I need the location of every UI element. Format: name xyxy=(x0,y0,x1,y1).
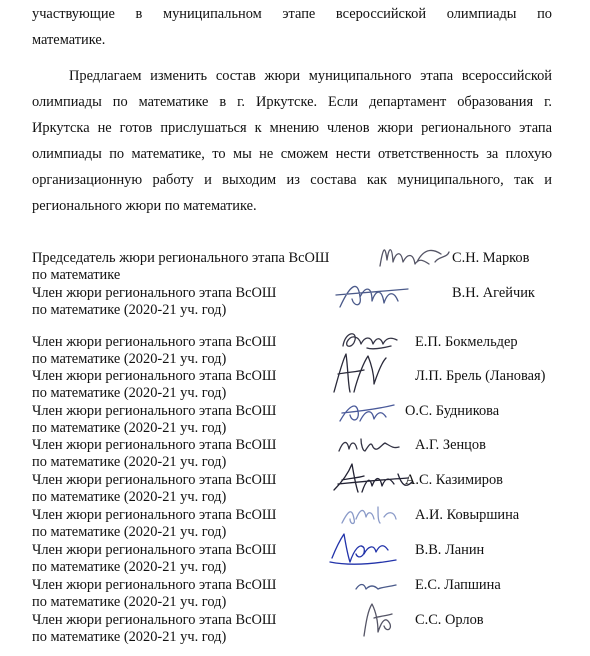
signatory-row xyxy=(32,507,572,541)
signatory-name: Е.С. Лапшина xyxy=(415,577,501,593)
signatory-row xyxy=(32,437,572,471)
signatory-role: Член жюри регионального этапа ВсОШ по математике (2020-21 уч. год) xyxy=(32,334,277,367)
paragraph-1-line-1: участвующие в муниципальном этапе всероссийской олимпиады по xyxy=(32,6,552,22)
signature-stroke xyxy=(340,405,394,421)
signatory-row xyxy=(32,542,572,576)
signatory-row xyxy=(32,403,572,437)
signatory-name: В.Н. Агейчик xyxy=(452,285,535,301)
paragraph-2-line-1: Предлагаем изменить состав жюри муниципального этапа всероссийской xyxy=(69,68,552,84)
signatory-name: А.И. Ковыршина xyxy=(415,507,520,523)
signatory-row xyxy=(32,285,572,319)
paragraph-2-line-4: олимпиады по математике, то мы не сможем нести ответственность за плохую xyxy=(32,146,552,162)
signature-stroke xyxy=(334,354,386,392)
signature-image xyxy=(332,277,412,313)
signatory-row xyxy=(32,612,572,646)
signature-image xyxy=(352,577,402,597)
signatory-role: Член жюри регионального этапа ВсОШ по математике (2020-21 уч. год) xyxy=(32,472,277,505)
signature-stroke xyxy=(364,604,392,636)
signatory-name: Е.П. Бокмельдер xyxy=(415,334,518,350)
signatory-row xyxy=(32,334,572,368)
signature-stroke xyxy=(334,464,412,492)
signatory-row xyxy=(32,368,572,402)
signatory-name: В.В. Ланин xyxy=(415,542,485,558)
signatory-role: Председатель жюри регионального этапа ВсОШ по математике xyxy=(32,250,330,283)
signatory-name: С.Н. Марков xyxy=(452,250,530,266)
paragraph-2-line-2: олимпиады по математике в г. Иркутске. Если департамент образования г. xyxy=(32,94,552,110)
paragraph-2-line-6: регионального жюри по математике. xyxy=(32,198,257,214)
signatory-name: О.С. Будникова xyxy=(405,403,500,419)
signature-image xyxy=(338,501,404,529)
signature-stroke xyxy=(342,507,396,524)
paragraph-2-line-3: Иркутска не готов прислушаться к мнению членов жюри регионального этапа xyxy=(32,120,552,136)
signatory-row xyxy=(32,472,572,506)
paragraph-1-line-2: математике. xyxy=(32,32,106,48)
signature-image xyxy=(326,528,400,570)
signatory-name: С.С. Орлов xyxy=(415,612,484,628)
signatory-role: Член жюри регионального этапа ВсОШ по математике (2020-21 уч. год) xyxy=(32,437,277,470)
signature-image xyxy=(334,397,404,427)
paragraph-2-line-5: организационную работу и выходим из состава как муниципального, так и xyxy=(32,172,552,188)
signature-stroke xyxy=(356,585,396,590)
signature-image xyxy=(377,240,452,274)
signature-stroke xyxy=(336,286,408,307)
signature-stroke xyxy=(330,534,396,564)
signatory-role: Член жюри регионального этапа ВсОШ по математике (2020-21 уч. год) xyxy=(32,285,277,318)
signatory-role: Член жюри регионального этапа ВсОШ по математике (2020-21 уч. год) xyxy=(32,368,277,401)
signatory-row xyxy=(32,577,572,611)
signatory-role: Член жюри регионального этапа ВсОШ по математике (2020-21 уч. год) xyxy=(32,577,277,610)
signatory-role: Член жюри регионального этапа ВсОШ по математике (2020-21 уч. год) xyxy=(32,507,277,540)
signatory-role: Член жюри регионального этапа ВсОШ по математике (2020-21 уч. год) xyxy=(32,542,277,575)
signatory-name: А.Г. Зенцов xyxy=(415,437,486,453)
signature-image xyxy=(324,348,394,398)
signature-image xyxy=(335,431,405,457)
signatory-row xyxy=(32,250,572,284)
signatory-role: Член жюри регионального этапа ВсОШ по математике (2020-21 уч. год) xyxy=(32,403,277,436)
signatory-name: Л.П. Брель (Лановая) xyxy=(415,368,546,384)
signature-stroke xyxy=(380,250,449,266)
signature-stroke xyxy=(339,439,399,451)
signature-image xyxy=(354,598,404,642)
signatory-role: Член жюри регионального этапа ВсОШ по математике (2020-21 уч. год) xyxy=(32,612,277,645)
signature-stroke xyxy=(343,334,397,349)
signatory-name: А.С. Казимиров xyxy=(405,472,503,488)
